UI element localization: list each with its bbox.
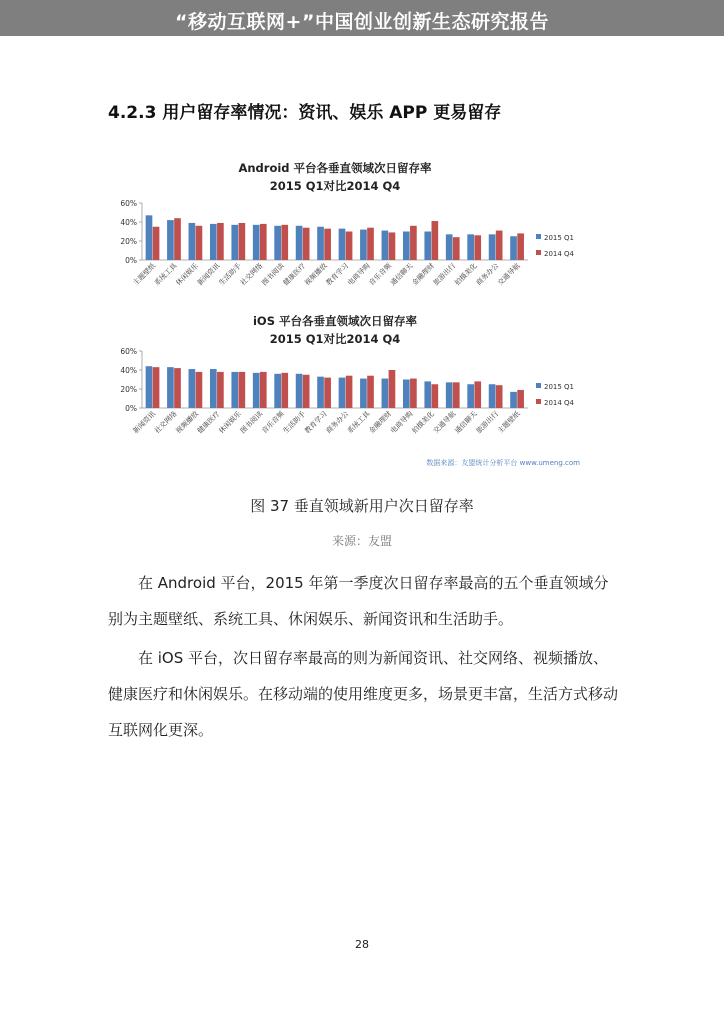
legend-label: 2015 Q1 xyxy=(544,383,575,391)
bar-q1 xyxy=(360,379,367,408)
chart-title: Android 平台各垂直领域次日留存率 xyxy=(238,161,432,175)
bar-q4 xyxy=(410,379,417,408)
bar-q1 xyxy=(231,372,238,408)
bar-q4 xyxy=(474,381,481,408)
category-label: 交通导航 xyxy=(431,409,458,436)
bar-q4 xyxy=(389,370,396,408)
category-label: 电商导购 xyxy=(389,409,415,436)
chart-title: iOS 平台各垂直领域次日留存率 xyxy=(252,314,418,328)
bar-q4 xyxy=(174,368,181,408)
bar-q4 xyxy=(239,372,246,408)
bar-q1 xyxy=(339,378,346,408)
y-tick-label: 20% xyxy=(120,385,137,394)
bar-q4 xyxy=(346,232,353,261)
category-label: 主题壁纸 xyxy=(496,409,522,436)
category-label: 商务办公 xyxy=(324,409,351,436)
report-title: “移动互联网+”中国创业创新生态研究报告 xyxy=(175,11,549,33)
bar-q1 xyxy=(467,384,474,408)
bar-q1 xyxy=(446,382,453,408)
section-title: 4.2.3 用户留存率情况：资讯、娱乐 APP 更易留存 xyxy=(108,103,502,123)
category-label: 视频播放 xyxy=(174,409,201,436)
category-label: 音乐音频 xyxy=(367,261,394,288)
category-label: 社交网络 xyxy=(153,409,179,436)
bar-q4 xyxy=(496,385,503,408)
bar-q4 xyxy=(153,227,160,260)
bar-q1 xyxy=(317,377,324,408)
bar-q4 xyxy=(217,372,224,408)
bar-q4 xyxy=(367,228,374,260)
figure-caption: 图 37 垂直领域新用户次日留存率 xyxy=(250,497,474,515)
bar-q1 xyxy=(253,373,260,408)
bar-q1 xyxy=(210,369,217,408)
category-label: 旅游出行 xyxy=(474,409,501,436)
category-label: 休闲娱乐 xyxy=(174,261,201,288)
bar-q4 xyxy=(174,218,181,260)
bar-q1 xyxy=(189,223,196,260)
bar-q4 xyxy=(410,226,417,260)
figure-source: 来源：友盟 xyxy=(331,534,392,548)
y-tick-label: 0% xyxy=(125,256,137,265)
legend-swatch xyxy=(536,383,541,388)
chart-subtitle: 2015 Q1对比2014 Q4 xyxy=(269,332,401,346)
legend-label: 2015 Q1 xyxy=(544,234,575,242)
bar-q1 xyxy=(296,226,303,260)
bar-q4 xyxy=(303,375,310,408)
bar-q1 xyxy=(210,224,217,260)
bar-q4 xyxy=(432,384,439,408)
bar-q4 xyxy=(324,378,331,408)
bar-q4 xyxy=(260,224,267,260)
bar-q4 xyxy=(474,235,481,260)
y-tick-label: 60% xyxy=(120,347,137,356)
bar-q1 xyxy=(189,369,196,408)
paragraph-android xyxy=(108,565,622,637)
category-label: 健康医疗 xyxy=(281,261,308,288)
category-label: 主题壁纸 xyxy=(131,261,158,288)
bar-q1 xyxy=(274,374,281,408)
category-label: 拍摄美化 xyxy=(410,409,436,436)
category-label: 拍摄美化 xyxy=(453,261,479,288)
legend-swatch xyxy=(536,234,541,239)
category-label: 视频播放 xyxy=(303,261,329,288)
bar-q4 xyxy=(389,232,396,260)
y-tick-label: 40% xyxy=(120,366,137,375)
bar-q1 xyxy=(339,229,346,260)
bar-q1 xyxy=(510,392,517,408)
category-label: 新闻资讯 xyxy=(196,261,222,288)
bar-q1 xyxy=(360,230,367,260)
bar-q1 xyxy=(510,236,517,260)
bar-q4 xyxy=(517,390,524,408)
bar-q1 xyxy=(146,215,153,260)
paragraph-ios-text: 在 iOS 平台，次日留存率最高的则为新闻资讯、社交网络、视频播放、健康医疗和休闲娱乐。在移动端的使用维度更多，场景更丰富，生活方式移动互联网化更深。 xyxy=(108,649,619,739)
bar-q1 xyxy=(382,231,389,260)
category-label: 健康医疗 xyxy=(196,409,222,436)
bar-q1 xyxy=(403,232,410,261)
figure-charts xyxy=(0,0,724,480)
category-label: 系统工具 xyxy=(153,261,179,288)
bar-q4 xyxy=(432,221,439,260)
bar-q4 xyxy=(196,372,203,408)
page-number: 28 xyxy=(355,938,369,951)
bar-q1 xyxy=(467,234,474,260)
legend-swatch xyxy=(536,250,541,255)
category-label: 旅游出行 xyxy=(431,261,458,288)
bar-q4 xyxy=(217,223,224,260)
bar-q1 xyxy=(382,379,389,408)
bar-q1 xyxy=(489,384,496,408)
bar-q1 xyxy=(403,380,410,409)
bar-q4 xyxy=(517,233,524,260)
category-label: 商务办公 xyxy=(474,261,501,288)
bar-q4 xyxy=(260,372,267,408)
y-tick-label: 40% xyxy=(120,218,137,227)
category-label: 交通导航 xyxy=(496,261,522,288)
category-label: 金融理财 xyxy=(367,409,394,436)
bar-q1 xyxy=(296,374,303,408)
legend-label: 2014 Q4 xyxy=(544,250,575,258)
category-label: 生活助手 xyxy=(281,409,308,436)
y-tick-label: 0% xyxy=(125,404,137,413)
bar-q4 xyxy=(324,229,331,260)
category-label: 教育学习 xyxy=(324,261,351,288)
bar-q4 xyxy=(281,225,288,260)
category-label: 通信聊天 xyxy=(389,261,415,288)
bar-q1 xyxy=(231,225,238,260)
bar-q1 xyxy=(253,225,260,260)
paragraph-ios xyxy=(108,640,622,748)
category-label: 电商导购 xyxy=(346,261,372,288)
category-label: 金融理财 xyxy=(410,261,436,288)
bar-q4 xyxy=(346,376,353,408)
category-label: 通信聊天 xyxy=(453,409,479,436)
bar-q1 xyxy=(446,234,453,260)
bar-q4 xyxy=(367,376,374,408)
bar-q4 xyxy=(453,382,460,408)
bar-q1 xyxy=(424,232,431,261)
bar-q4 xyxy=(453,237,460,260)
data-source-note: 数据来源：友盟统计分析平台 www.umeng.com xyxy=(426,459,580,467)
bar-q4 xyxy=(239,223,246,260)
category-label: 社交网络 xyxy=(238,261,265,288)
y-tick-label: 20% xyxy=(120,237,137,246)
category-label: 生活助手 xyxy=(217,261,243,288)
bar-q4 xyxy=(281,373,288,408)
bar-q4 xyxy=(153,367,160,408)
legend-label: 2014 Q4 xyxy=(544,399,575,407)
bar-q1 xyxy=(167,367,174,408)
bar-q4 xyxy=(196,226,203,260)
bar-q1 xyxy=(489,234,496,260)
category-label: 新闻资讯 xyxy=(131,409,158,436)
category-label: 图书阅读 xyxy=(260,261,286,288)
bar-q4 xyxy=(303,228,310,260)
bar-q1 xyxy=(167,220,174,260)
y-tick-label: 60% xyxy=(120,199,137,208)
bar-q1 xyxy=(424,381,431,408)
bar-q1 xyxy=(317,227,324,260)
paragraph-android-text: 在 Android 平台，2015 年第一季度次日留存率最高的五个垂直领域分别为主题壁纸、系统工具、休闲娱乐、新闻资讯和生活助手。 xyxy=(108,574,609,628)
category-label: 教育学习 xyxy=(303,409,329,436)
category-label: 系统工具 xyxy=(346,409,372,436)
bar-q1 xyxy=(274,226,281,260)
category-label: 音乐音频 xyxy=(260,409,286,436)
bar-q4 xyxy=(496,231,503,260)
legend-swatch xyxy=(536,399,541,404)
chart-subtitle: 2015 Q1对比2014 Q4 xyxy=(269,179,401,193)
bar-q1 xyxy=(146,366,153,408)
category-label: 休闲娱乐 xyxy=(217,409,243,436)
category-label: 图书阅读 xyxy=(238,409,265,436)
